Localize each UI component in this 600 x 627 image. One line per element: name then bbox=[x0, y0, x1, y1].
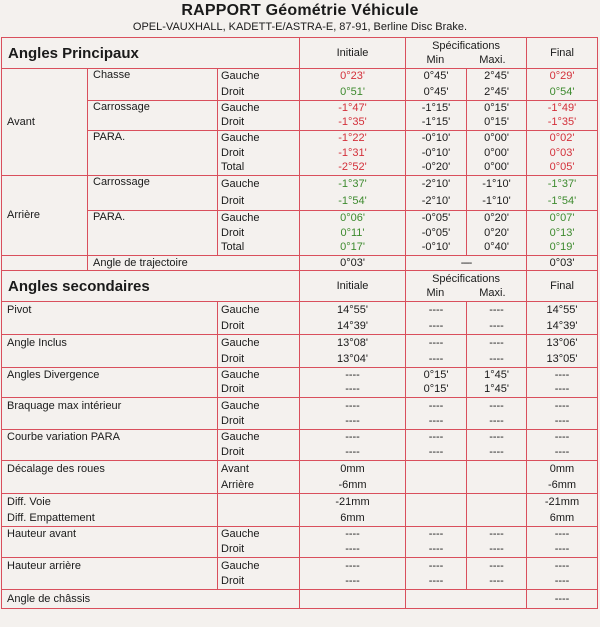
value-initiale: 14°55' bbox=[300, 302, 406, 319]
value-min: -0°10' bbox=[406, 241, 467, 256]
side-label: Gauche bbox=[218, 101, 300, 116]
angle-name: Pivot bbox=[2, 302, 218, 319]
value-min: ---- bbox=[406, 398, 467, 415]
chassis-label: Angle de châssis bbox=[2, 590, 300, 609]
value-min: ---- bbox=[406, 430, 467, 446]
angle-name: Carrossage bbox=[88, 176, 218, 211]
value-min: ---- bbox=[406, 319, 467, 335]
report-title: RAPPORT Géométrie Véhicule bbox=[181, 2, 419, 19]
angle-name: Courbe variation PARA bbox=[2, 430, 218, 446]
value-min bbox=[406, 478, 467, 494]
value-min: -0°05' bbox=[406, 211, 467, 226]
value-maxi: 0°15' bbox=[467, 101, 527, 116]
value-maxi: ---- bbox=[467, 575, 527, 590]
secondaires-header-row bbox=[2, 271, 598, 302]
side-label: Arrière bbox=[218, 478, 300, 494]
value-min: ---- bbox=[406, 302, 467, 319]
value-final: 6mm bbox=[527, 511, 598, 527]
value-final: 0°54' bbox=[527, 85, 598, 101]
value-initiale: 6mm bbox=[300, 511, 406, 527]
col-final: Final bbox=[527, 271, 598, 302]
value-final: ---- bbox=[527, 415, 598, 430]
trajectoire-spec: ---- bbox=[406, 256, 527, 271]
col-maxi: Maxi. bbox=[479, 53, 506, 66]
report-table bbox=[1, 37, 598, 609]
value-initiale: ---- bbox=[300, 527, 406, 543]
angle-name: Diff. Voie bbox=[2, 494, 218, 511]
col-min: Min bbox=[426, 53, 445, 66]
table-row bbox=[2, 176, 598, 194]
value-maxi: ---- bbox=[467, 430, 527, 446]
angle-name: Hauteur avant bbox=[2, 527, 218, 543]
value-final: ---- bbox=[527, 558, 598, 575]
value-maxi: 1°45' bbox=[467, 368, 527, 383]
value-initiale: ---- bbox=[300, 446, 406, 461]
table-row bbox=[2, 511, 598, 527]
table-row bbox=[2, 368, 598, 383]
angle-name bbox=[2, 575, 218, 590]
table-row bbox=[2, 69, 598, 85]
value-initiale: 0°06' bbox=[300, 211, 406, 226]
value-maxi: ---- bbox=[467, 446, 527, 461]
value-min: ---- bbox=[406, 352, 467, 368]
value-min: 0°45' bbox=[406, 69, 467, 85]
value-maxi: 1°45' bbox=[467, 383, 527, 398]
value-initiale: -1°54' bbox=[300, 194, 406, 211]
value-maxi bbox=[467, 511, 527, 527]
angle-name: Chasse bbox=[88, 69, 218, 101]
table-row bbox=[2, 575, 598, 590]
value-maxi: 0°00' bbox=[467, 161, 527, 176]
value-initiale: ---- bbox=[300, 558, 406, 575]
angle-name: PARA. bbox=[88, 131, 218, 176]
principaux-title: Angles Principaux bbox=[2, 38, 300, 69]
value-final: 13°05' bbox=[527, 352, 598, 368]
value-initiale: -1°37' bbox=[300, 176, 406, 194]
angle-name bbox=[2, 478, 218, 494]
value-maxi: 2°45' bbox=[467, 85, 527, 101]
angle-name bbox=[2, 446, 218, 461]
value-final: 0°02' bbox=[527, 131, 598, 146]
report-header bbox=[0, 0, 600, 38]
value-initiale: 0°23' bbox=[300, 69, 406, 85]
table-row bbox=[2, 430, 598, 446]
side-label: Droit bbox=[218, 543, 300, 558]
value-min: 0°15' bbox=[406, 383, 467, 398]
spec-label: Spécifications bbox=[432, 272, 500, 285]
value-maxi bbox=[467, 494, 527, 511]
value-initiale: -21mm bbox=[300, 494, 406, 511]
value-min: -1°15' bbox=[406, 101, 467, 116]
value-min bbox=[406, 494, 467, 511]
value-maxi: 0°15' bbox=[467, 116, 527, 131]
value-min bbox=[406, 461, 467, 478]
group-avant: Avant bbox=[2, 69, 88, 176]
value-min: -0°20' bbox=[406, 161, 467, 176]
angle-name bbox=[2, 383, 218, 398]
value-initiale: ---- bbox=[300, 543, 406, 558]
value-final: 0°03' bbox=[527, 146, 598, 161]
value-maxi: ---- bbox=[467, 352, 527, 368]
value-maxi: 0°20' bbox=[467, 211, 527, 226]
side-label: Droit bbox=[218, 226, 300, 241]
value-min: ---- bbox=[406, 558, 467, 575]
value-maxi: ---- bbox=[467, 527, 527, 543]
value-final: 0mm bbox=[527, 461, 598, 478]
value-final: 13°06' bbox=[527, 335, 598, 352]
value-final: ---- bbox=[527, 527, 598, 543]
trajectoire-initiale: 0°03' bbox=[300, 256, 406, 271]
value-min: -2°10' bbox=[406, 194, 467, 211]
col-specifications bbox=[406, 271, 527, 302]
value-maxi: -1°10' bbox=[467, 194, 527, 211]
value-min: -0°10' bbox=[406, 131, 467, 146]
col-initiale: Initiale bbox=[300, 38, 406, 69]
value-maxi bbox=[467, 461, 527, 478]
side-label: Droit bbox=[218, 319, 300, 335]
side-label: Gauche bbox=[218, 335, 300, 352]
value-final: 14°39' bbox=[527, 319, 598, 335]
secondaires-title: Angles secondaires bbox=[2, 271, 300, 302]
table-row bbox=[2, 302, 598, 319]
value-initiale: 14°39' bbox=[300, 319, 406, 335]
trajectoire-label: Angle de trajectoire bbox=[88, 256, 300, 271]
angle-name bbox=[2, 543, 218, 558]
value-initiale: -1°31' bbox=[300, 146, 406, 161]
table-row bbox=[2, 478, 598, 494]
side-label: Gauche bbox=[218, 430, 300, 446]
value-initiale: ---- bbox=[300, 415, 406, 430]
value-final: 0°05' bbox=[527, 161, 598, 176]
side-label: Droit bbox=[218, 352, 300, 368]
value-final: ---- bbox=[527, 368, 598, 383]
value-initiale: -2°52' bbox=[300, 161, 406, 176]
value-maxi: 0°00' bbox=[467, 131, 527, 146]
value-final: 0°19' bbox=[527, 241, 598, 256]
value-maxi: 0°00' bbox=[467, 146, 527, 161]
table-row bbox=[2, 527, 598, 543]
side-label: Gauche bbox=[218, 176, 300, 194]
value-min: ---- bbox=[406, 446, 467, 461]
value-min: -1°15' bbox=[406, 116, 467, 131]
table-row bbox=[2, 446, 598, 461]
value-maxi: ---- bbox=[467, 558, 527, 575]
side-label: Gauche bbox=[218, 69, 300, 85]
value-min: ---- bbox=[406, 527, 467, 543]
col-initiale: Initiale bbox=[300, 271, 406, 302]
table-row bbox=[2, 211, 598, 226]
principaux-header-row bbox=[2, 38, 598, 69]
angle-name: Braquage max intérieur bbox=[2, 398, 218, 415]
value-initiale: 13°08' bbox=[300, 335, 406, 352]
angle-name: Hauteur arrière bbox=[2, 558, 218, 575]
side-label: Droit bbox=[218, 383, 300, 398]
side-label bbox=[218, 511, 300, 527]
group-arriere: Arrière bbox=[2, 176, 88, 256]
value-final: -21mm bbox=[527, 494, 598, 511]
chassis-row bbox=[2, 590, 598, 609]
value-maxi: 2°45' bbox=[467, 69, 527, 85]
value-maxi: -1°10' bbox=[467, 176, 527, 194]
value-initiale: -1°35' bbox=[300, 116, 406, 131]
value-initiale: -1°22' bbox=[300, 131, 406, 146]
table-row bbox=[2, 558, 598, 575]
value-final: 0°13' bbox=[527, 226, 598, 241]
table-row bbox=[2, 319, 598, 335]
side-label: Droit bbox=[218, 85, 300, 101]
value-initiale: 13°04' bbox=[300, 352, 406, 368]
value-final: ---- bbox=[527, 446, 598, 461]
angle-name: PARA. bbox=[88, 211, 218, 256]
table-row bbox=[2, 494, 598, 511]
value-min: -2°10' bbox=[406, 176, 467, 194]
value-maxi bbox=[467, 478, 527, 494]
side-label: Gauche bbox=[218, 527, 300, 543]
value-initiale: ---- bbox=[300, 575, 406, 590]
value-initiale: 0mm bbox=[300, 461, 406, 478]
col-final: Final bbox=[527, 38, 598, 69]
value-final: 0°07' bbox=[527, 211, 598, 226]
side-label: Droit bbox=[218, 415, 300, 430]
col-min: Min bbox=[426, 286, 445, 299]
spec-sub-labels bbox=[409, 286, 523, 300]
chassis-final: ---- bbox=[527, 590, 598, 609]
value-final: -1°35' bbox=[527, 116, 598, 131]
value-initiale: -6mm bbox=[300, 478, 406, 494]
trajectoire-final: 0°03' bbox=[527, 256, 598, 271]
table-row bbox=[2, 352, 598, 368]
value-final: 14°55' bbox=[527, 302, 598, 319]
angle-name: Carrossage bbox=[88, 101, 218, 131]
value-final: ---- bbox=[527, 543, 598, 558]
value-initiale: ---- bbox=[300, 368, 406, 383]
value-final: ---- bbox=[527, 575, 598, 590]
value-initiale: 0°11' bbox=[300, 226, 406, 241]
side-label: Gauche bbox=[218, 398, 300, 415]
value-initiale: ---- bbox=[300, 398, 406, 415]
angle-name: Angles Divergence bbox=[2, 368, 218, 383]
value-maxi: 0°20' bbox=[467, 226, 527, 241]
value-min: 0°45' bbox=[406, 85, 467, 101]
side-label: Gauche bbox=[218, 368, 300, 383]
side-label: Droit bbox=[218, 446, 300, 461]
value-final: -1°49' bbox=[527, 101, 598, 116]
side-label: Gauche bbox=[218, 131, 300, 146]
spec-label: Spécifications bbox=[432, 39, 500, 52]
side-label: Droit bbox=[218, 146, 300, 161]
value-final: ---- bbox=[527, 430, 598, 446]
vehicle-subtitle: OPEL-VAUXHALL, KADETT-E/ASTRA-E, 87-91, Berline Disc Brake. bbox=[132, 21, 468, 33]
side-label: Total bbox=[218, 161, 300, 176]
spec-sub-labels bbox=[409, 53, 523, 67]
side-label: Droit bbox=[218, 116, 300, 131]
angle-name bbox=[2, 352, 218, 368]
col-specifications bbox=[406, 38, 527, 69]
value-initiale: ---- bbox=[300, 383, 406, 398]
table-row bbox=[2, 101, 598, 116]
value-min: ---- bbox=[406, 415, 467, 430]
value-min: -0°05' bbox=[406, 226, 467, 241]
value-min: ---- bbox=[406, 575, 467, 590]
value-final: -6mm bbox=[527, 478, 598, 494]
value-final: -1°54' bbox=[527, 194, 598, 211]
value-maxi: ---- bbox=[467, 319, 527, 335]
value-maxi: 0°40' bbox=[467, 241, 527, 256]
value-final: 0°29' bbox=[527, 69, 598, 85]
angle-name: Diff. Empattement bbox=[2, 511, 218, 527]
value-final: ---- bbox=[527, 383, 598, 398]
table-row bbox=[2, 543, 598, 558]
value-initiale: -1°47' bbox=[300, 101, 406, 116]
angle-name bbox=[2, 415, 218, 430]
side-label bbox=[218, 494, 300, 511]
value-min: 0°15' bbox=[406, 368, 467, 383]
value-initiale: ---- bbox=[300, 430, 406, 446]
side-label: Gauche bbox=[218, 558, 300, 575]
value-initiale: 0°17' bbox=[300, 241, 406, 256]
side-label: Droit bbox=[218, 194, 300, 211]
value-min bbox=[406, 511, 467, 527]
table-row bbox=[2, 461, 598, 478]
table-row bbox=[2, 415, 598, 430]
value-maxi: ---- bbox=[467, 543, 527, 558]
angle-name: Décalage des roues bbox=[2, 461, 218, 478]
angle-name bbox=[2, 319, 218, 335]
side-label: Total bbox=[218, 241, 300, 256]
value-min: -0°10' bbox=[406, 146, 467, 161]
value-min: ---- bbox=[406, 543, 467, 558]
table-row bbox=[2, 335, 598, 352]
value-min: ---- bbox=[406, 335, 467, 352]
value-final: ---- bbox=[527, 398, 598, 415]
trajectoire-row bbox=[2, 256, 598, 271]
table-row bbox=[2, 131, 598, 146]
value-maxi: ---- bbox=[467, 302, 527, 319]
value-maxi: ---- bbox=[467, 398, 527, 415]
side-label: Avant bbox=[218, 461, 300, 478]
col-maxi: Maxi. bbox=[479, 286, 506, 299]
side-label: Gauche bbox=[218, 211, 300, 226]
table-row bbox=[2, 383, 598, 398]
angle-name: Angle Inclus bbox=[2, 335, 218, 352]
value-initiale: 0°51' bbox=[300, 85, 406, 101]
side-label: Gauche bbox=[218, 302, 300, 319]
side-label: Droit bbox=[218, 575, 300, 590]
table-row bbox=[2, 398, 598, 415]
value-maxi: ---- bbox=[467, 415, 527, 430]
value-maxi: ---- bbox=[467, 335, 527, 352]
value-final: -1°37' bbox=[527, 176, 598, 194]
